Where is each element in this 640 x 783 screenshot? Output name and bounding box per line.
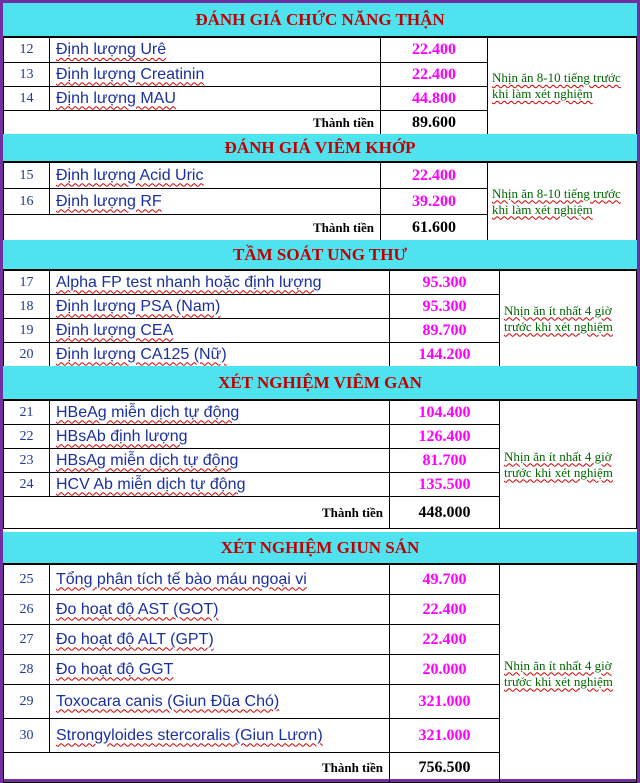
- test-name: Đo hoạt độ GGT: [56, 660, 174, 678]
- row-number: 28: [4, 655, 50, 685]
- test-price: 20.000: [390, 655, 500, 685]
- test-price: 95.300: [390, 295, 500, 319]
- test-price: 22.400: [390, 625, 500, 655]
- total-value: 89.600: [381, 111, 488, 135]
- row-number: 17: [4, 271, 50, 295]
- fasting-note: Nhịn ăn ít nhất 4 giờ trước khi xét nghiệm: [504, 448, 613, 480]
- row-number: 21: [4, 401, 50, 425]
- row-number: 19: [4, 319, 50, 343]
- section-kidney: [3, 3, 637, 135]
- test-price: 39.200: [381, 189, 488, 215]
- test-name: Toxocara canis (Giun Đũa Chó): [56, 692, 280, 710]
- row-number: 18: [4, 295, 50, 319]
- test-price: 22.400: [381, 163, 488, 189]
- table-row: [4, 163, 637, 189]
- test-name: HBsAb định lượng: [56, 427, 188, 445]
- test-price: 95.300: [390, 271, 500, 295]
- test-name: Định lượng CEA: [56, 321, 174, 339]
- row-number: 30: [4, 719, 50, 753]
- section-title: XÉT NGHIỆM GIUN SÁN: [3, 532, 637, 564]
- test-price: 49.700: [390, 565, 500, 595]
- test-name: HBsAg miễn dịch tự động: [56, 451, 239, 469]
- test-name: Đo hoạt độ AST (GOT): [56, 600, 219, 618]
- test-name: Tổng phân tích tế bào máu ngoại vi: [56, 570, 307, 588]
- section-cancer-screening: [3, 240, 637, 367]
- test-price: 89.700: [390, 319, 500, 343]
- row-number: 26: [4, 595, 50, 625]
- row-number: 23: [4, 449, 50, 473]
- test-name: Định lượng RF: [56, 192, 162, 210]
- fasting-note: Nhịn ăn 8-10 tiếng trước khi làm xét nghiệm: [492, 70, 621, 101]
- test-price: 81.700: [390, 449, 500, 473]
- row-number: 22: [4, 425, 50, 449]
- table-row: [4, 271, 637, 295]
- table-row: [4, 401, 637, 425]
- section-hepatitis: [3, 366, 637, 529]
- row-number: 25: [4, 565, 50, 595]
- row-number: 24: [4, 473, 50, 497]
- row-number: 12: [4, 38, 50, 63]
- fasting-note: Nhịn ăn 8-10 tiếng trước khi làm xét nghiệm: [492, 185, 621, 217]
- test-price: 22.400: [381, 38, 488, 63]
- test-name: Đo hoạt độ ALT (GPT): [56, 630, 214, 648]
- fasting-note: Nhịn ăn ít nhất 4 giờ trước khi xét nghiệm: [504, 302, 613, 334]
- section-title: ĐÁNH GIÁ VIÊM KHỚP: [3, 134, 637, 162]
- test-name: HCV Ab miễn dịch tự động: [56, 475, 246, 493]
- test-name: Định lượng Urê: [56, 41, 167, 58]
- test-price: 22.400: [381, 63, 488, 87]
- test-price: 144.200: [390, 343, 500, 367]
- test-name: Định lượng MAU: [56, 89, 176, 107]
- test-name: Strongyloides stercoralis (Giun Lươn): [56, 726, 323, 744]
- total-label: Thành tiền: [4, 753, 390, 783]
- section-title: XÉT NGHIỆM VIÊM GAN: [3, 366, 637, 400]
- test-name: Định lượng PSA (Nam): [56, 297, 221, 315]
- section-arthritis: [3, 134, 637, 241]
- test-price: 22.400: [390, 595, 500, 625]
- total-label: Thành tiền: [4, 497, 390, 529]
- row-number: 13: [4, 63, 50, 87]
- test-name: Định lượng Acid Uric: [56, 166, 204, 184]
- row-number: 20: [4, 343, 50, 367]
- test-name: Định lượng CA125 (Nữ): [56, 345, 227, 363]
- test-name: Định lượng Creatinin: [56, 65, 205, 83]
- fasting-note: Nhịn ăn ít nhất 4 giờ trước khi xét nghiệm: [504, 657, 613, 689]
- table-row: [4, 38, 637, 63]
- row-number: 16: [4, 189, 50, 215]
- test-price: 126.400: [390, 425, 500, 449]
- table-row: [4, 565, 637, 595]
- row-number: 15: [4, 163, 50, 189]
- section-title: TẦM SOÁT UNG THƯ: [3, 240, 637, 270]
- test-price: 321.000: [390, 719, 500, 753]
- total-value: 756.500: [390, 753, 500, 783]
- test-name: Alpha FP test nhanh hoặc định lượng: [56, 273, 322, 291]
- total-label: Thành tiền: [4, 111, 381, 135]
- total-value: 448.000: [390, 497, 500, 529]
- test-price: 44.800: [381, 87, 488, 111]
- row-number: 14: [4, 87, 50, 111]
- total-label: Thành tiền: [4, 215, 381, 241]
- test-price: 135.500: [390, 473, 500, 497]
- test-price: 321.000: [390, 685, 500, 719]
- row-number: 29: [4, 685, 50, 719]
- total-value: 61.600: [381, 215, 488, 241]
- section-parasites: [3, 532, 637, 783]
- row-number: 27: [4, 625, 50, 655]
- test-name: HBeAg miễn dịch tự động: [56, 403, 240, 421]
- test-price: 104.400: [390, 401, 500, 425]
- section-title: ĐÁNH GIÁ CHỨC NĂNG THẬN: [3, 3, 637, 37]
